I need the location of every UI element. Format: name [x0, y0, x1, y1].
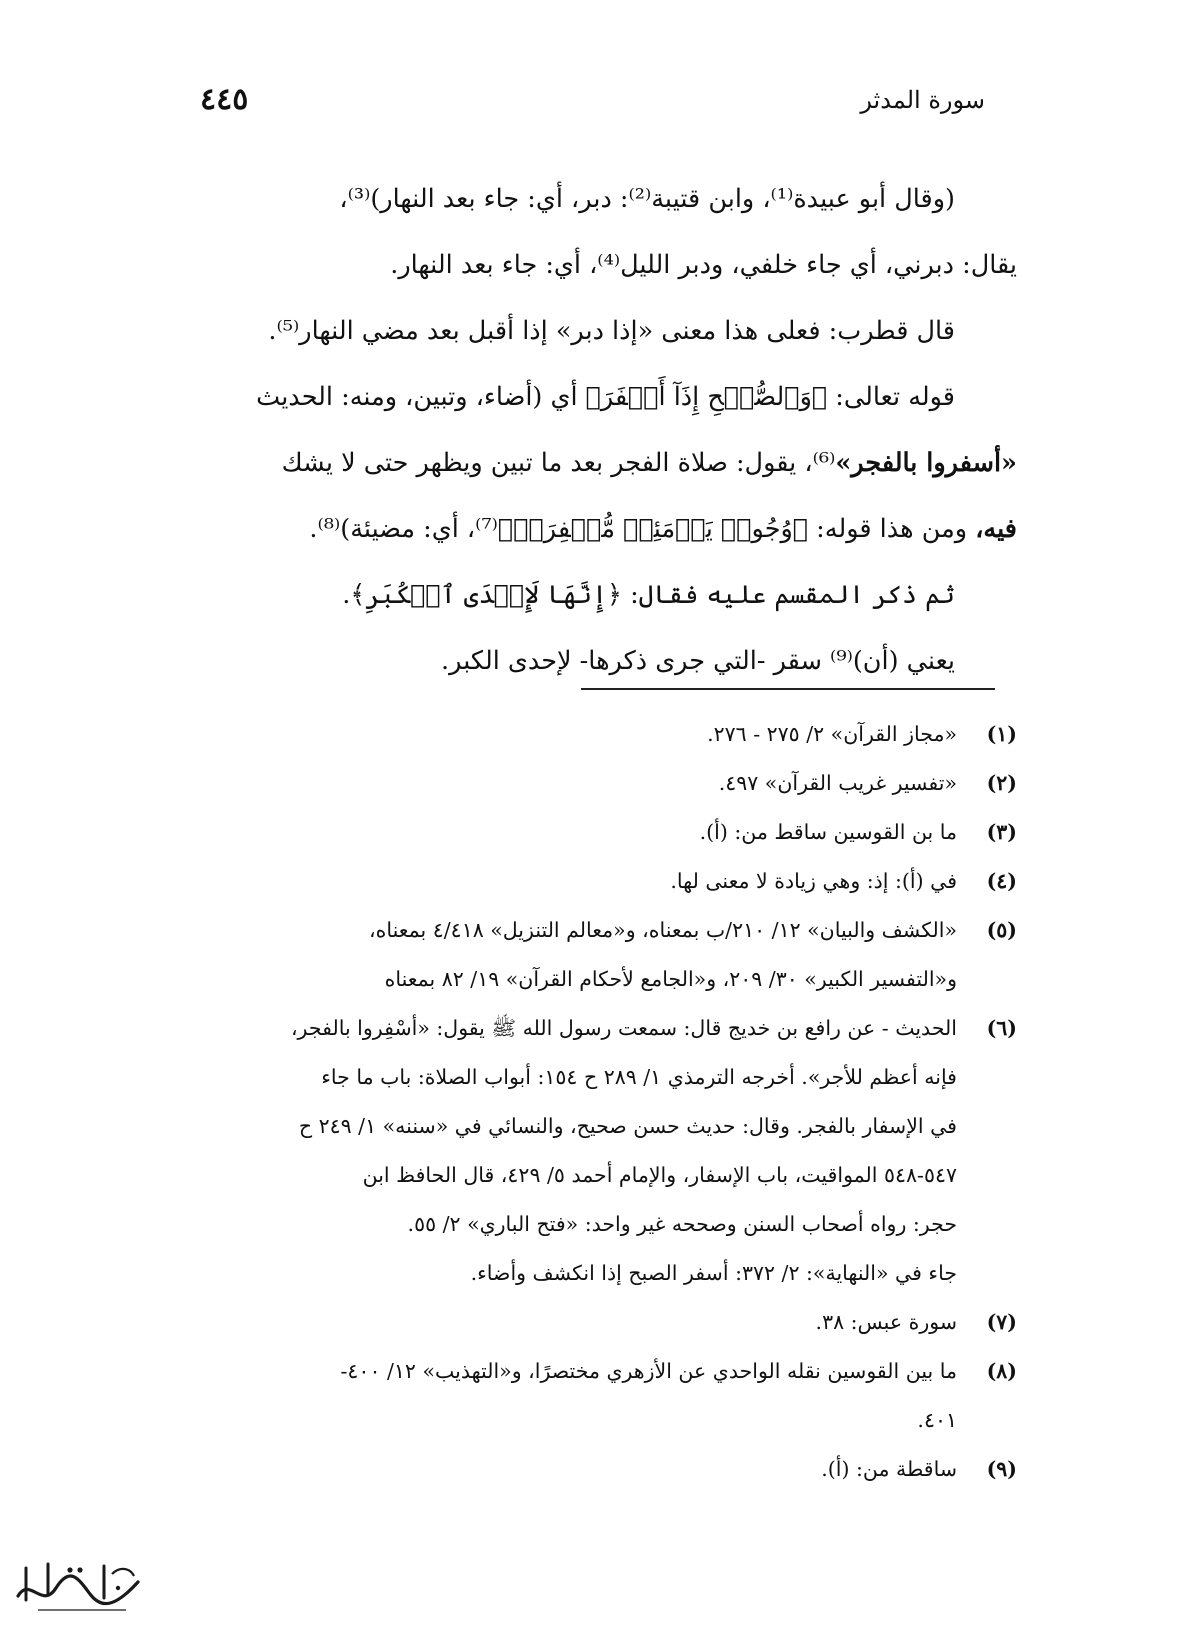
footnote-line: ما بن القوسين ساقط من: (أ).	[699, 820, 957, 844]
footnote-line: «مجاز القرآن» ٢/ ٢٧٥ - ٢٧٦.	[707, 722, 957, 746]
paragraph-1-line-1: (وقال أبو عبيدة⁽¹⁾، وابن قتيبة⁽²⁾: دبر، أي: جاء بعد النهار)⁽³⁾،	[339, 184, 955, 214]
paragraph-5: يعني (أن)⁽⁹⁾ سقر -التي جرى ذكرها- لإحدى الكبر.	[441, 646, 955, 676]
paragraph-3-line-1: قوله تعالى: ﴿وَٱلصُّبۡحِ إِذَآ أَسۡفَرَ﴾ أي (أضاء، وتبين، ومنه: الحديث	[256, 382, 955, 412]
footnote-line: و«التفسير الكبير» ٣٠/ ٢٠٩، و«الجامع لأحكام القرآن» ١٩/ ٨٢ بمعناه	[384, 967, 957, 991]
footnote-line: في الإسفار بالفجر. وقال: حديث حسن صحيح، والنسائي في «سننه» ١/ ٢٤٩ ح	[298, 1114, 957, 1138]
paragraph-3-line-3-text: ومن هذا قوله: ﴿وُجُوهٞ يَوۡمَئِذٖ مُّسۡفِرَةٞ﴾⁽⁷⁾، أي: مضيئة)⁽⁸⁾.	[309, 514, 976, 544]
paragraph-3-line-2	[142, 430, 1017, 496]
running-header	[200, 82, 985, 117]
publisher-logo	[8, 1548, 148, 1626]
footnote-2	[142, 759, 1017, 808]
footnote-1	[142, 710, 1017, 759]
footnote-line: ساقطة من: (أ).	[821, 1457, 957, 1481]
paragraph-3-line-3	[142, 496, 1017, 562]
footnote-line: «الكشف والبيان» ١٢/ ٢١٠/ب بمعناه، و«معالم التنزيل» ٤/٤١٨ بمعناه،	[369, 918, 957, 942]
footnote-line: «تفسير غريب القرآن» ٤٩٧.	[718, 771, 957, 795]
footnote-8	[142, 1347, 1017, 1445]
footnote-number: (٦)	[986, 1016, 1017, 1040]
footnote-number: (٧)	[986, 1310, 1017, 1334]
footnote-line: ٤٠١.	[917, 1408, 957, 1432]
footnote-5	[142, 906, 1017, 1004]
paragraph-2: قال قطرب: فعلى هذا معنى «إذا دبر» إذا أقبل بعد مضي النهار⁽⁵⁾.	[268, 316, 955, 346]
footnote-number: (٤)	[986, 869, 1017, 893]
footnote-9	[142, 1445, 1017, 1494]
paragraph-3-line-2-text: ⁽⁶⁾، يقول: صلاة الفجر بعد ما تبين ويظهر حتى لا يشك	[281, 448, 836, 478]
footnote-line: سورة عبس: ٣٨.	[815, 1310, 957, 1334]
page-number: ٤٤٥	[200, 82, 249, 117]
footnote-7	[142, 1298, 1017, 1347]
footnote-number: (١)	[986, 722, 1017, 746]
footnote-line: في (أ): إذ: وهي زيادة لا معنى لها.	[670, 869, 957, 893]
footnote-6	[142, 1004, 1017, 1298]
footnotes	[142, 710, 1017, 1494]
main-text	[142, 166, 1017, 694]
footnote-3	[142, 808, 1017, 857]
surah-title: سورة المدثر	[860, 85, 985, 114]
footnote-4	[142, 857, 1017, 906]
footnote-separator	[581, 688, 995, 690]
footnote-number: (٥)	[986, 918, 1017, 942]
footnote-line: حجر: رواه أصحاب السنن وصححه غير واحد: «فتح الباري» ٢/ ٥٥.	[407, 1212, 957, 1236]
footnote-line: ما بين القوسين نقله الواحدي عن الأزهري مختصرًا، و«التهذيب» ١٢/ ٤٠٠-	[340, 1359, 957, 1383]
hadith-quote: «أسفروا بالفجر»	[835, 448, 1017, 478]
paragraph-3-line-3-bold: فيه،	[975, 514, 1017, 544]
footnote-subline: جاء في «النهاية»: ٢/ ٣٧٢: أسفر الصبح إذا انكشف وأضاء.	[470, 1261, 957, 1285]
footnote-number: (٣)	[986, 820, 1017, 844]
footnote-line: ٥٤٧-٥٤٨ المواقيت، باب الإسفار، والإمام أحمد ٥/ ٤٢٩، قال الحافظ ابن	[362, 1163, 957, 1187]
footnote-number: (٢)	[986, 771, 1017, 795]
footnote-line: فإنه أعظم للأجر». أخرجه الترمذي ١/ ٢٨٩ ح ١٥٤: أبواب الصلاة: باب ما جاء	[321, 1065, 957, 1089]
paragraph-1-line-2: يقال: دبرني، أي جاء خلفي، ودبر الليل⁽⁴⁾، أي: جاء بعد النهار.	[390, 250, 1017, 280]
footnote-number: (٩)	[986, 1457, 1017, 1481]
paragraph-4: ثم ذكر المقسم عليه فقال: ﴿إِنَّهَا لَإِحۡدَى ٱلۡكُبَرِ﴾.	[342, 580, 955, 610]
footnote-number: (٨)	[986, 1359, 1017, 1383]
footnote-line: الحديث - عن رافع بن خديج قال: سمعت رسول الله ﷺ يقول: «أسْفِروا بالفجر،	[290, 1016, 957, 1040]
